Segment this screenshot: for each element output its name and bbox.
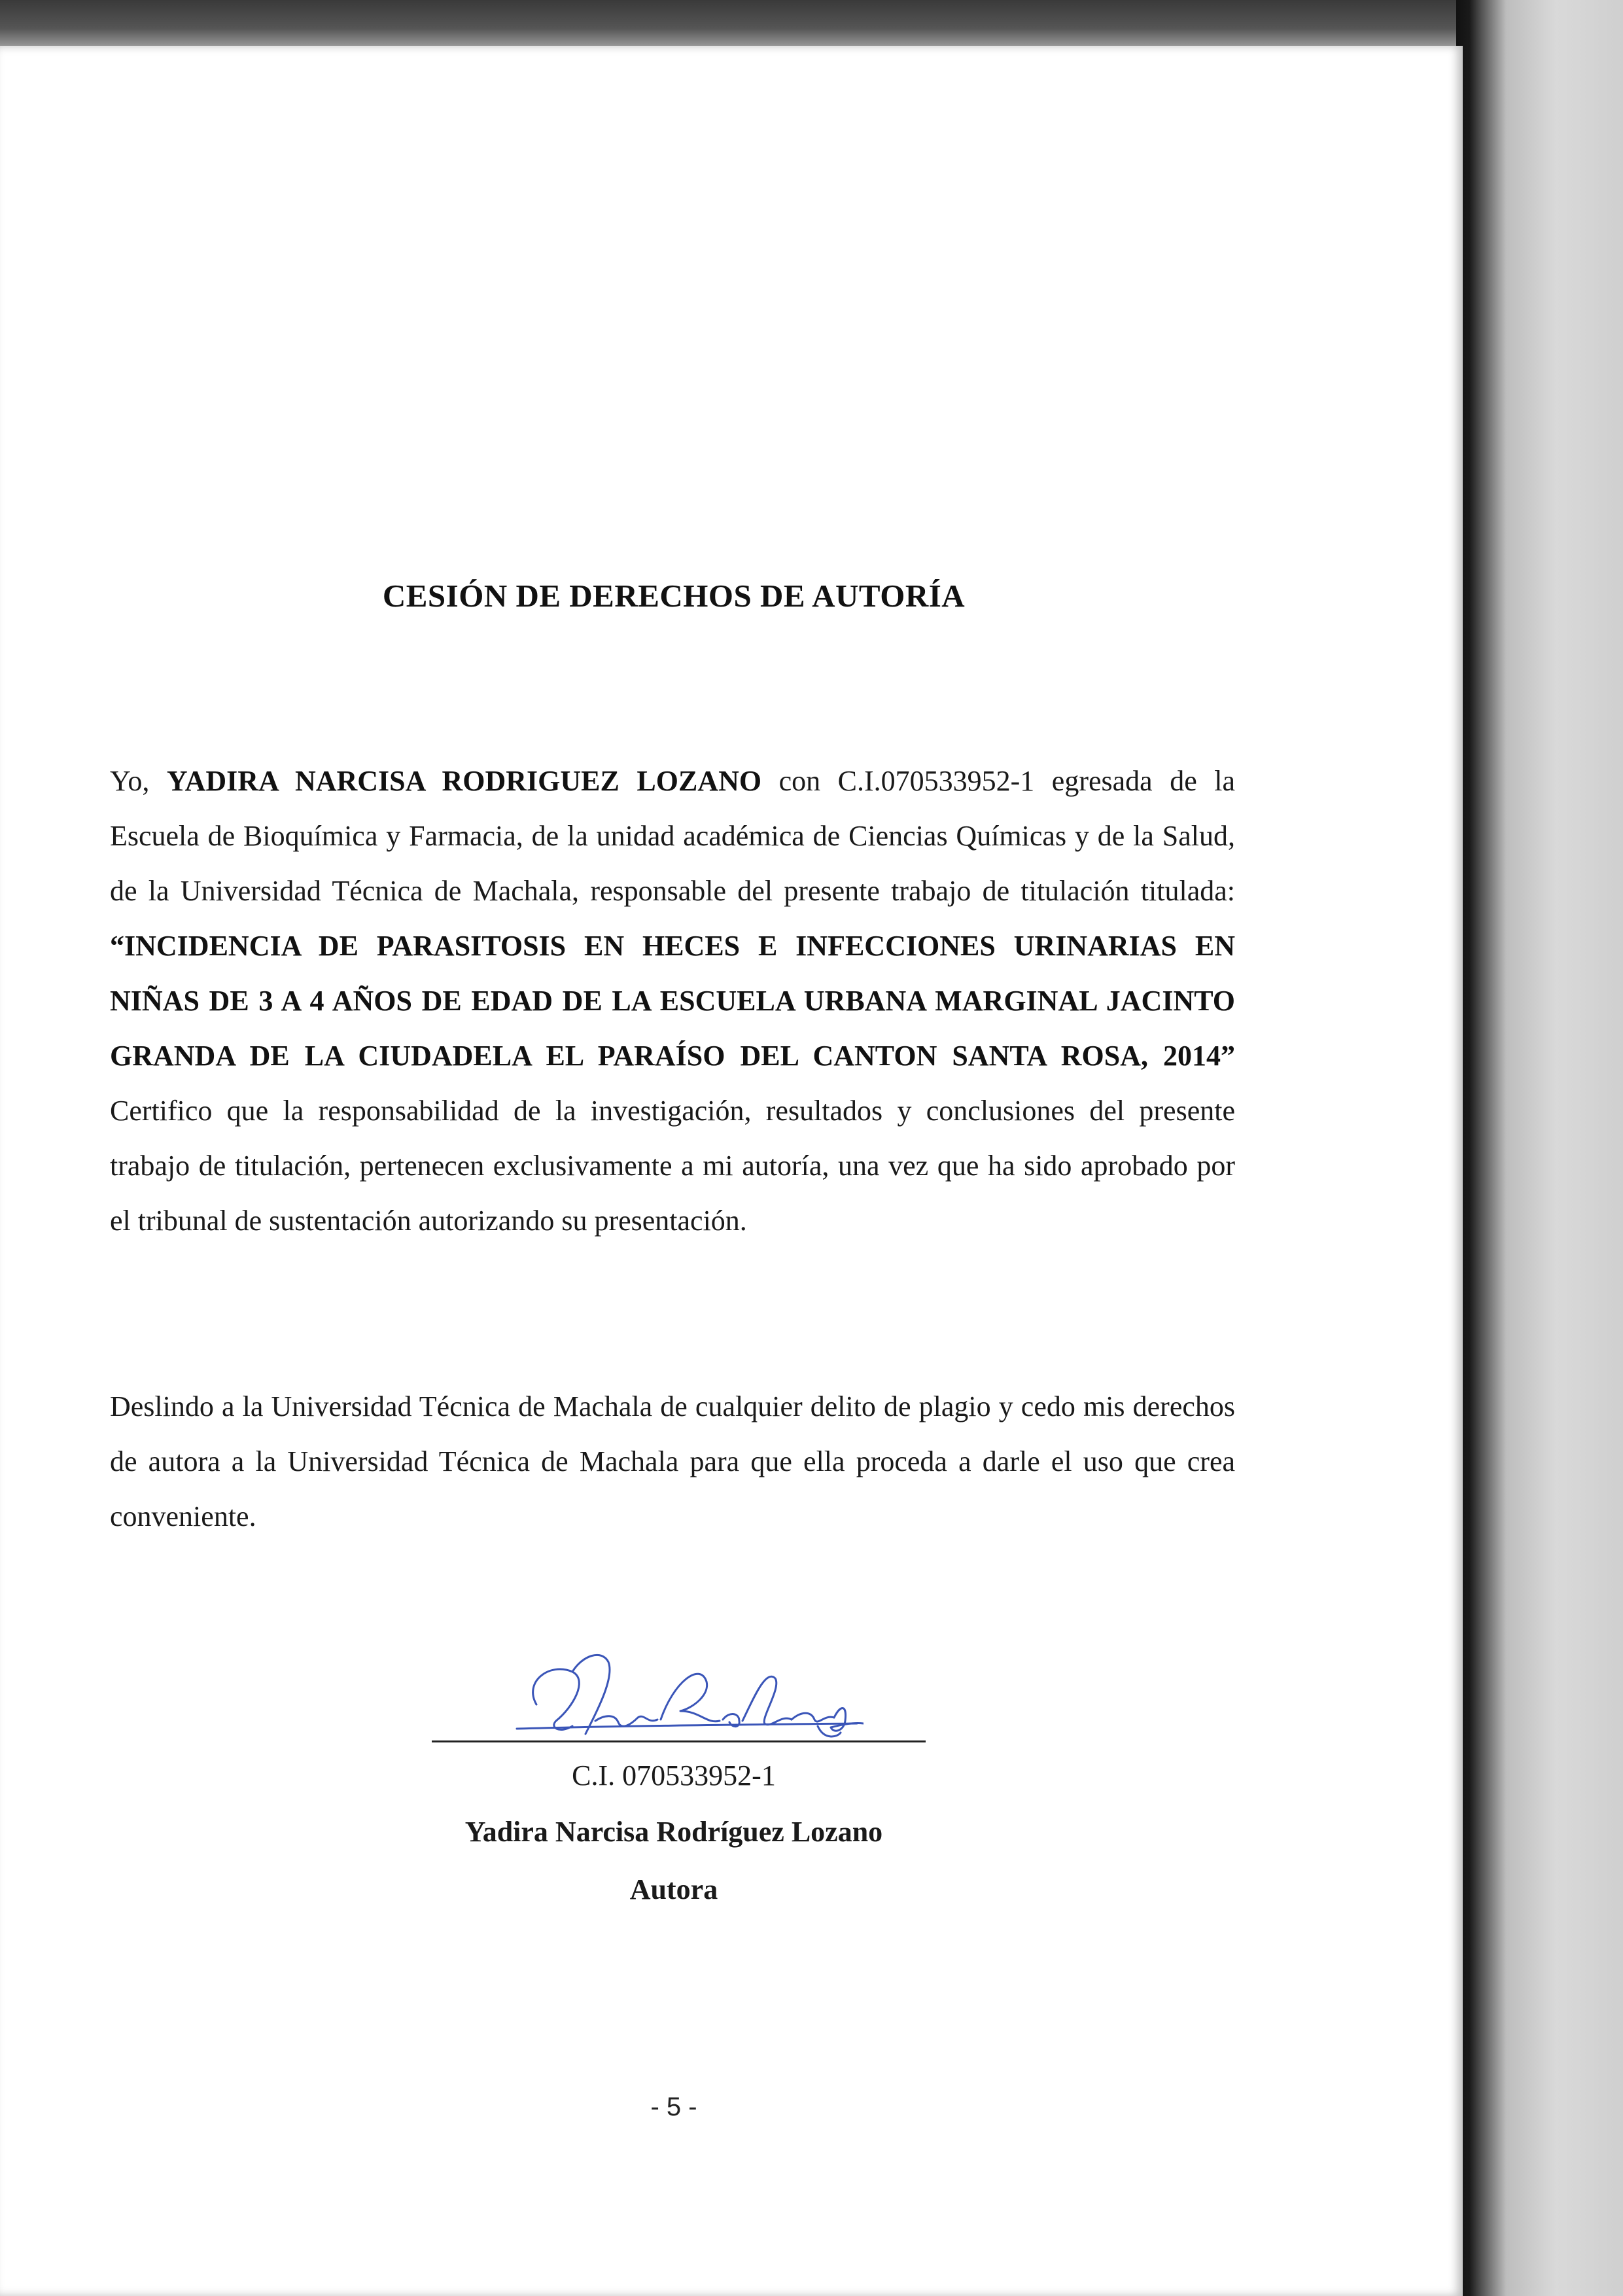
signer-id: C.I. 070533952-1 xyxy=(572,1759,776,1792)
intro-text: Yo, xyxy=(110,765,150,797)
document-page xyxy=(0,46,1463,2296)
author-name: YADIRA NARCISA RODRIGUEZ LOZANO xyxy=(166,765,762,797)
declaration-paragraph xyxy=(110,754,1235,1248)
signer-role: Autora xyxy=(629,1873,718,1905)
scanner-right-edge xyxy=(1456,0,1623,2296)
signature-line xyxy=(432,1740,926,1742)
scanner-top-edge xyxy=(0,0,1623,47)
certification-text: Certifico que la responsabilidad de la investigación, resultados y conclusiones del presente trabajo de titulación, pertenecen exclusivamente a mi autoría, una vez que ha sido aprobado por el tribunal de sustentación autorizando su presentación. xyxy=(110,1095,1235,1237)
handwritten-signature xyxy=(510,1642,864,1754)
declaration-text: con C.I.070533952-1 egresada de la Escuela de Bioquímica y Farmacia, de la unidad académica de Ciencias Químicas y de la Salud, de la Universidad Técnica de Machala, responsable del presente trabajo de titulación titulada: xyxy=(110,765,1236,907)
thesis-title: “INCIDENCIA DE PARASITOSIS EN HECES E INFECCIONES URINARIAS EN NIÑAS DE 3 A 4 AÑOS DE EDAD DE LA ESCUELA URBANA MARGINAL JACINTO GRANDA DE LA CIUDADELA EL PARAÍSO DEL CANTON SANTA ROSA, 2014” xyxy=(110,930,1235,1072)
waiver-paragraph: Deslindo a la Universidad Técnica de Machala de cualquier delito de plagio y cedo mis derechos de autora a la Universidad Técnica de Machala para que ella proceda a darle el uso que crea conveniente. xyxy=(110,1390,1235,1532)
signer-name: Yadira Narcisa Rodríguez Lozano xyxy=(464,1816,883,1848)
page-number: - 5 - xyxy=(650,2093,697,2121)
document-title: CESIÓN DE DERECHOS DE AUTORÍA xyxy=(382,578,966,614)
